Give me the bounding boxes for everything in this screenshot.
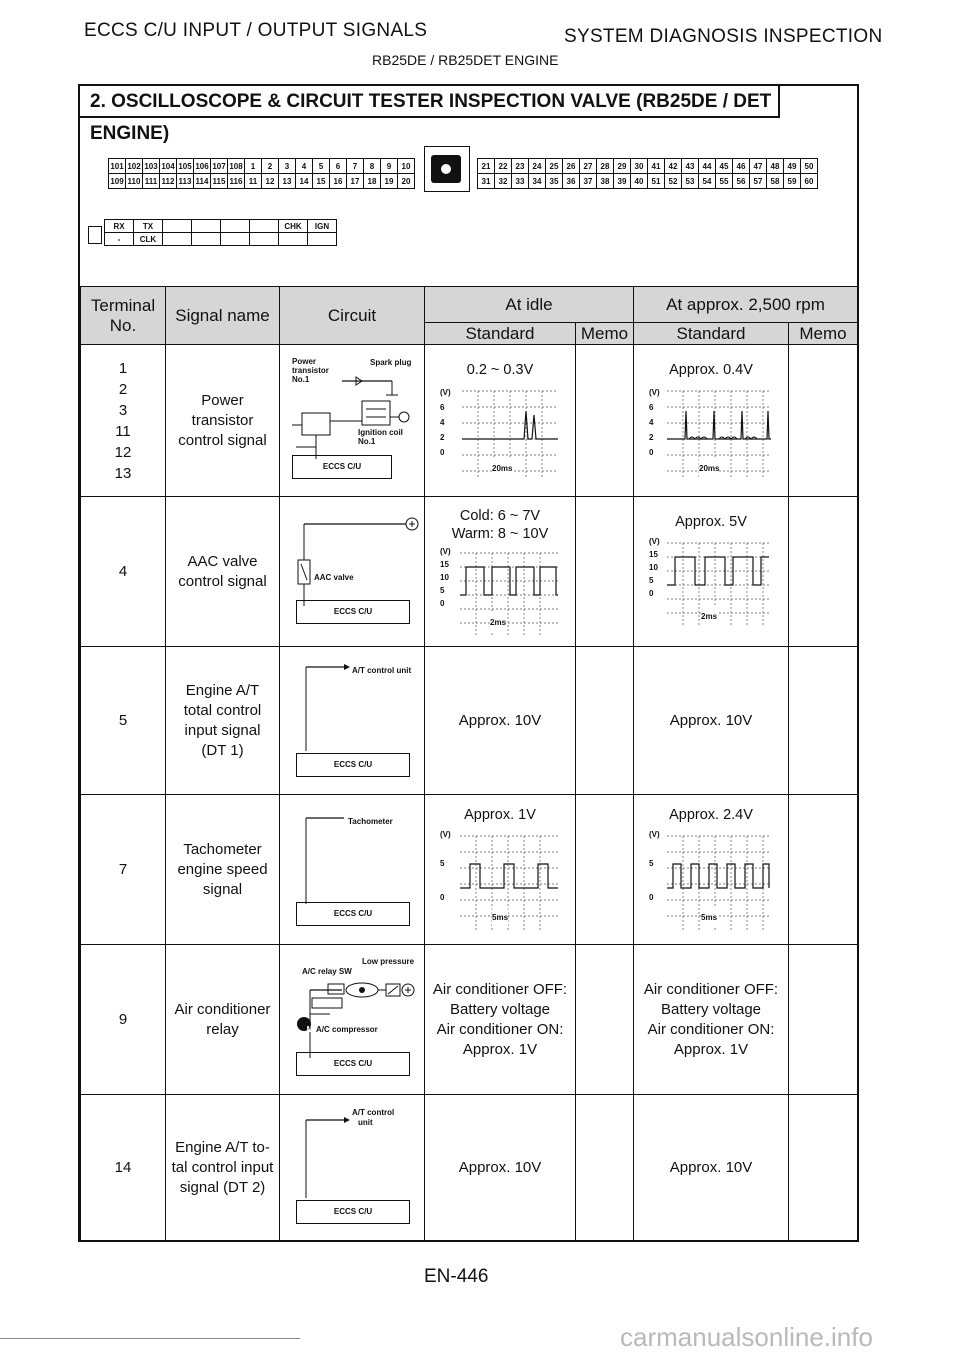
section-title: 2. OSCILLOSCOPE & CIRCUIT TESTER INSPECTION VALVE (RB25DE / DET ENGINE) <box>80 86 780 118</box>
signal-cell: Engine A/T to- tal control input signal (DT 2) <box>166 1095 280 1241</box>
connector-pin: 48 <box>767 159 784 174</box>
oscilloscope-waveform: (V) 5 0 5ms <box>649 826 773 934</box>
connector-pin: 102 <box>126 159 143 174</box>
connector-pin <box>221 233 250 246</box>
circuit-cell: M Low pressure A/C relay SW A/C compressor ECCS C/U <box>280 945 425 1095</box>
signal-cell: Engine A/T total control input signal (DT 1) <box>166 647 280 795</box>
connector-pin: 113 <box>177 174 194 189</box>
memo-cell[interactable] <box>789 647 858 795</box>
th-terminal: Terminal No. <box>81 287 166 345</box>
oscilloscope-waveform: (V) 5 0 5ms <box>440 826 560 934</box>
th-idle-standard: Standard <box>425 323 576 345</box>
connector-pin: 40 <box>631 174 648 189</box>
oscilloscope-waveform: (V) 15 10 5 0 2ms <box>440 545 560 637</box>
rpm-standard-cell: Approx. 10V <box>634 1095 789 1241</box>
memo-cell[interactable] <box>789 1095 858 1241</box>
connector-pin: 111 <box>143 174 160 189</box>
connector-pin: 54 <box>699 174 716 189</box>
connector-pin: 47 <box>750 159 767 174</box>
ecu-box: ECCS C/U <box>296 600 410 624</box>
circuit-cell: Tachometer ECCS C/U <box>280 795 425 945</box>
connector-pin: 17 <box>347 174 364 189</box>
connector-pin: 6 <box>330 159 347 174</box>
connector-pin: 15 <box>313 174 330 189</box>
ecu-box: ECCS C/U <box>296 902 410 926</box>
footer-rule <box>0 1338 300 1339</box>
connector-pin: 10 <box>398 159 415 174</box>
connector-pin: 42 <box>665 159 682 174</box>
connector-pin: 1 <box>245 159 262 174</box>
connector-pin: RX <box>105 220 134 233</box>
ecu-box: ECCS C/U <box>296 753 410 777</box>
connector-pin: TX <box>134 220 163 233</box>
connector-pin <box>279 233 308 246</box>
connector-pin: 44 <box>699 159 716 174</box>
connector-pin: CHK <box>279 220 308 233</box>
connector-pin: 107 <box>211 159 228 174</box>
header-right: SYSTEM DIAGNOSIS INSPECTION <box>564 26 883 47</box>
th-idle-memo: Memo <box>576 323 634 345</box>
connector-pin: 21 <box>478 159 495 174</box>
connector-pin: 57 <box>750 174 767 189</box>
th-rpm-memo: Memo <box>789 323 858 345</box>
diag-connector-tab-icon <box>88 226 102 244</box>
connector-pin: 13 <box>279 174 296 189</box>
connector-pin: 51 <box>648 174 665 189</box>
terminal-cell: 14 <box>81 1095 166 1241</box>
oscilloscope-waveform: (V) 15 10 5 0 2ms <box>649 535 773 631</box>
connector-pin <box>250 220 279 233</box>
connector-pin: 37 <box>580 174 597 189</box>
connector-pin: 18 <box>364 174 381 189</box>
connector-pin: 35 <box>546 174 563 189</box>
table-row <box>81 345 858 497</box>
signal-cell: AAC valve control signal <box>166 497 280 647</box>
memo-cell[interactable] <box>789 345 858 497</box>
header-engine: RB25DE / RB25DET ENGINE <box>372 52 559 68</box>
connector-pin: 116 <box>228 174 245 189</box>
connector-pin: 43 <box>682 159 699 174</box>
connector-pin: 30 <box>631 159 648 174</box>
memo-cell[interactable] <box>789 497 858 647</box>
connector-pin: 33 <box>512 174 529 189</box>
connector-right <box>477 158 818 189</box>
connector-pin: 101 <box>109 159 126 174</box>
oscilloscope-waveform: (V) 6 4 2 0 20ms <box>649 381 773 481</box>
connector-pin: 39 <box>614 174 631 189</box>
connector-left <box>108 158 415 189</box>
connector-pin: 46 <box>733 159 750 174</box>
connector-pin: 19 <box>381 174 398 189</box>
rpm-standard-cell: Approx. 5V (V) 15 10 5 0 2ms <box>634 497 789 647</box>
motor-icon: M <box>306 1024 314 1034</box>
memo-cell[interactable] <box>576 345 634 497</box>
connector-pin: 108 <box>228 159 245 174</box>
connector-pin: 8 <box>364 159 381 174</box>
connector-pin: 28 <box>597 159 614 174</box>
terminal-cell: 1 2 3 11 12 13 <box>81 345 166 497</box>
connector-pin: CLK <box>134 233 163 246</box>
circuit-cell: AAC valve ECCS C/U <box>280 497 425 647</box>
circuit-cell: Power transistor No.1 Spark plug Ignition coil No.1 ECCS C/U <box>280 345 425 497</box>
connector-pin: 4 <box>296 159 313 174</box>
connector-pin: 45 <box>716 159 733 174</box>
terminal-cell: 9 <box>81 945 166 1095</box>
connector-pin: 25 <box>546 159 563 174</box>
connector-pin <box>221 220 250 233</box>
connector-pin: 104 <box>160 159 177 174</box>
table-row <box>81 497 858 647</box>
connector-pin: 56 <box>733 174 750 189</box>
connector-pin: 114 <box>194 174 211 189</box>
memo-cell[interactable] <box>576 647 634 795</box>
connector-pin: 20 <box>398 174 415 189</box>
memo-cell[interactable] <box>576 497 634 647</box>
connector-pin: 29 <box>614 159 631 174</box>
rpm-standard-cell: Air conditioner OFF: Battery voltage Air conditioner ON: Approx. 1V <box>634 945 789 1095</box>
idle-standard-cell: Air conditioner OFF: Battery voltage Air conditioner ON: Approx. 1V <box>425 945 576 1095</box>
terminal-cell: 5 <box>81 647 166 795</box>
connector-pin: 22 <box>495 159 512 174</box>
th-idle: At idle <box>425 287 634 323</box>
connector-pin: 32 <box>495 174 512 189</box>
idle-standard-cell: Approx. 10V <box>425 1095 576 1241</box>
idle-standard-cell: Approx. 10V <box>425 647 576 795</box>
diag-connector <box>104 219 337 246</box>
connector-pin: 27 <box>580 159 597 174</box>
memo-cell[interactable] <box>789 795 858 945</box>
connector-pin <box>192 233 221 246</box>
connector-pin: - <box>105 233 134 246</box>
signal-cell: Power transistor control signal <box>166 345 280 497</box>
connector-pin: 109 <box>109 174 126 189</box>
memo-cell[interactable] <box>789 945 858 1095</box>
connector-pin: 60 <box>801 174 818 189</box>
connector-pin: 23 <box>512 159 529 174</box>
connector-pin: 26 <box>563 159 580 174</box>
terminal-cell: 7 <box>81 795 166 945</box>
connector-pin: 50 <box>801 159 818 174</box>
connector-pin: 2 <box>262 159 279 174</box>
connector-pin: 16 <box>330 174 347 189</box>
rpm-standard-cell: Approx. 0.4V (V) 6 4 2 0 20ms <box>634 345 789 497</box>
table-row <box>81 795 858 945</box>
header-left: ECCS C/U INPUT / OUTPUT SIGNALS <box>84 20 428 41</box>
connector-key <box>424 146 470 192</box>
connector-pin <box>192 220 221 233</box>
circuit-cell: A/T control unit ECCS C/U <box>280 1095 425 1241</box>
connector-pin <box>163 220 192 233</box>
connector-pin: 14 <box>296 174 313 189</box>
th-signal: Signal name <box>166 287 280 345</box>
connector-lock-icon <box>431 155 461 183</box>
connector-pin: 7 <box>347 159 364 174</box>
ecu-box: ECCS C/U <box>296 1052 410 1076</box>
circuit-cell: A/T control unit ECCS C/U <box>280 647 425 795</box>
connector-pin: 3 <box>279 159 296 174</box>
connector-pin: 12 <box>262 174 279 189</box>
connector-pin: 31 <box>478 174 495 189</box>
connector-pin <box>308 233 337 246</box>
connector-pin: 58 <box>767 174 784 189</box>
th-rpm-standard: Standard <box>634 323 789 345</box>
th-rpm: At approx. 2,500 rpm <box>634 287 858 323</box>
table-row <box>81 1095 858 1241</box>
connector-pin: 105 <box>177 159 194 174</box>
connector-pin: 110 <box>126 174 143 189</box>
connector-pin: 38 <box>597 174 614 189</box>
idle-standard-cell: Approx. 1V (V) 5 0 5ms <box>425 795 576 945</box>
th-circuit: Circuit <box>280 287 425 345</box>
signal-cell: Air conditioner relay <box>166 945 280 1095</box>
signal-cell: Tachometer engine speed signal <box>166 795 280 945</box>
connector-pin: 106 <box>194 159 211 174</box>
connector-pin: 59 <box>784 174 801 189</box>
table-row <box>81 647 858 795</box>
connector-pin: 52 <box>665 174 682 189</box>
rpm-standard-cell: Approx. 2.4V (V) 5 0 5ms <box>634 795 789 945</box>
connector-pin: 115 <box>211 174 228 189</box>
table-row <box>81 945 858 1095</box>
page-number: EN-446 <box>424 1266 489 1287</box>
memo-cell[interactable] <box>576 945 634 1095</box>
connector-pin: IGN <box>308 220 337 233</box>
rpm-standard-cell: Approx. 10V <box>634 647 789 795</box>
watermark: carmanualsonline.info <box>620 1322 873 1352</box>
memo-cell[interactable] <box>576 795 634 945</box>
connector-pin: 49 <box>784 159 801 174</box>
ecu-box: ECCS C/U <box>296 1200 410 1224</box>
connector-pin: 55 <box>716 174 733 189</box>
connector-pin: 112 <box>160 174 177 189</box>
connector-pin: 9 <box>381 159 398 174</box>
idle-standard-cell: 0.2 ~ 0.3V (V) 6 4 2 0 20ms <box>425 345 576 497</box>
connector-pin: 34 <box>529 174 546 189</box>
memo-cell[interactable] <box>576 1095 634 1241</box>
terminal-cell: 4 <box>81 497 166 647</box>
connector-pin: 103 <box>143 159 160 174</box>
signal-table <box>80 286 858 1241</box>
connector-pin: 36 <box>563 174 580 189</box>
oscilloscope-waveform: (V) 6 4 2 0 20ms <box>440 381 560 481</box>
connector-pin <box>250 233 279 246</box>
connector-pin <box>163 233 192 246</box>
connector-pin: 5 <box>313 159 330 174</box>
idle-standard-cell: Cold: 6 ~ 7V Warm: 8 ~ 10V (V) 15 10 5 0 2ms <box>425 497 576 647</box>
connector-pin: 53 <box>682 174 699 189</box>
connector-pin: 11 <box>245 174 262 189</box>
ecu-box: ECCS C/U <box>292 455 392 479</box>
connector-pin: 24 <box>529 159 546 174</box>
connector-pin: 41 <box>648 159 665 174</box>
